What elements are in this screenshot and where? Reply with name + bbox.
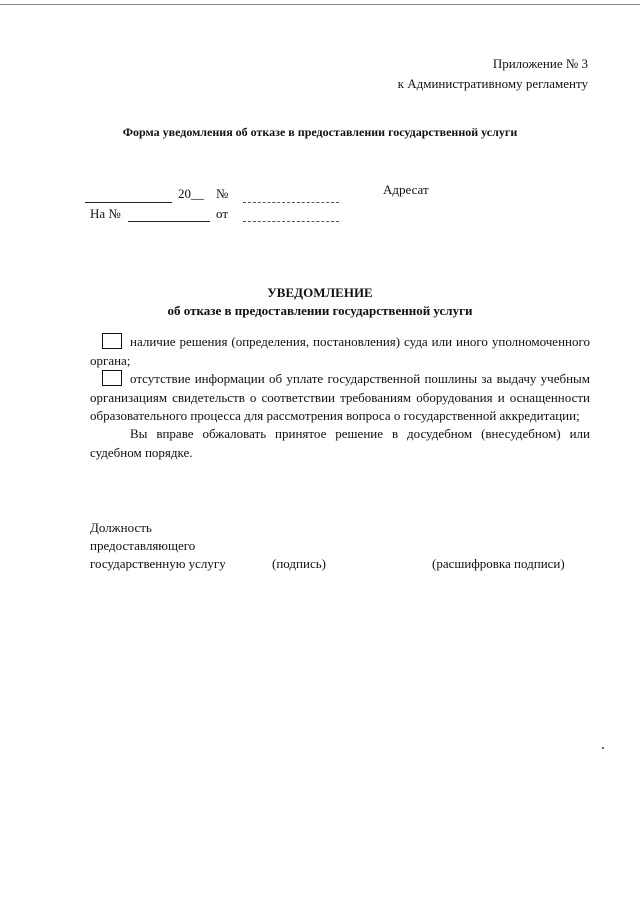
reason-2-line-3: образовательного процесса для рассмотрения вопроса о государственной аккредитации; (90, 408, 580, 423)
from-label: от (216, 206, 229, 221)
from-date-blank-line (243, 221, 339, 222)
signatory-position-line-3: государственную услугу (90, 556, 226, 571)
notice-title: УВЕДОМЛЕНИЕ (267, 285, 373, 300)
scan-speck (602, 747, 604, 749)
appendix-reference: к Административному регламенту (397, 76, 588, 91)
signatory-position-line-2: предоставляющего (90, 538, 196, 553)
reason-2-line-2: организациям свидетельств о соответствии требованиям оборудования и оснащенности (90, 390, 590, 405)
appeal-line-2: судебном порядке. (90, 445, 193, 460)
reason-1-line-1: наличие решения (определения, постановления) суда или иного уполномоченного (102, 332, 590, 351)
reason-2-line-1: отсутствие информации об уплате государственной пошлины за выдачу учебным (102, 369, 590, 388)
reason-2-checkbox[interactable] (102, 370, 122, 386)
notice-subtitle: об отказе в предоставлении государственной услуги (167, 303, 473, 318)
reason-1-checkbox[interactable] (102, 333, 122, 349)
reference-number-blank-line (128, 221, 210, 222)
signature-label: (подпись) (272, 556, 326, 571)
addressee-label: Адресат (383, 182, 429, 197)
appendix-number: Приложение № 3 (492, 56, 588, 71)
number-sign: № (216, 186, 229, 201)
reason-1-line-2: органа; (90, 353, 131, 368)
signatory-position-line-1: Должность (90, 520, 152, 535)
number-blank-line (243, 202, 339, 203)
reference-number-label: На № (90, 206, 121, 221)
signature-decode-label: (расшифровка подписи) (432, 556, 565, 571)
date-blank-line (85, 202, 172, 203)
appeal-line-1: Вы вправе обжаловать принятое решение в досудебном (внесудебном) или (130, 426, 590, 441)
scan-top-edge (0, 4, 640, 5)
year-prefix: 20__ (178, 186, 204, 201)
form-title: Форма уведомления об отказе в предоставлении государственной услуги (122, 125, 518, 139)
